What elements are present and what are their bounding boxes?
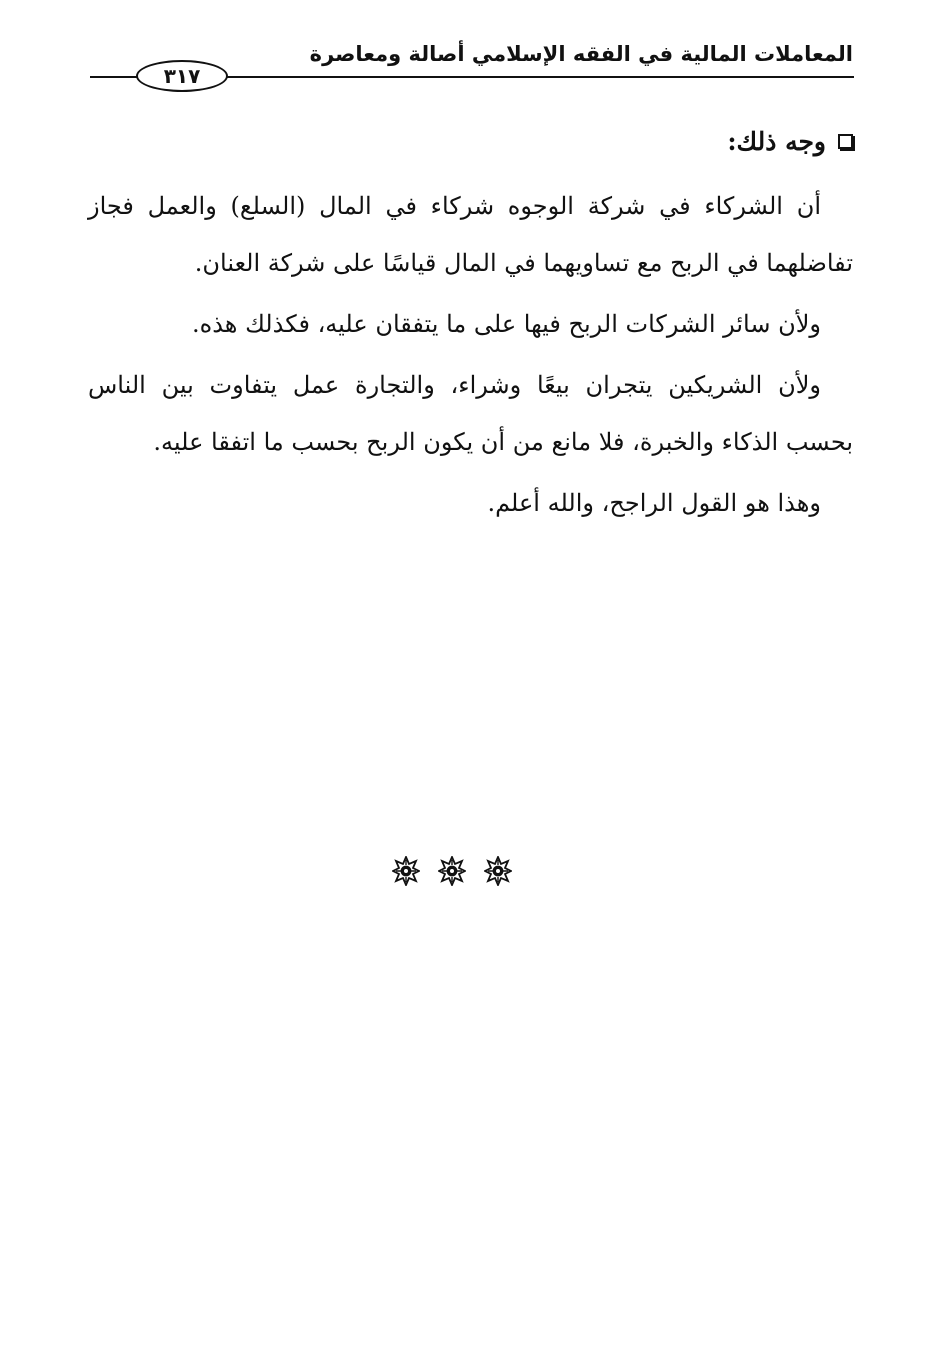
checkbox-square-icon [838,134,853,149]
page-number-badge [136,60,228,92]
paragraph-2: ولأن سائر الشركات الربح فيها على ما يتفقان عليه، فكذلك هذه. [191,310,821,338]
page-number: ٣١٧ [163,64,201,88]
flower-ornament-icon [438,856,466,886]
flower-ornament-icon [484,856,512,886]
paragraph-4: وهذا هو القول الراجح، والله أعلم. [487,489,821,517]
section-end-ornaments [392,854,512,888]
paragraph-3: ولأن الشريكين يتجران بيعًا وشراء، والتجارة عمل يتفاوت بين الناس بحسب الذكاء والخبرة، فلا مانع من أن يكون الربح بحسب ما اتفقا عليه. [88,371,853,456]
flower-ornament-icon [392,856,420,886]
paragraph-1: أن الشركاء في شركة الوجوه شركاء في المال (السلع) والعمل فجاز تفاضلهما في الربح مع تساويهما في المال قياسًا على شركة العنان. [88,192,853,277]
running-title: المعاملات المالية في الفقه الإسلامي أصالة ومعاصرة [309,42,853,66]
section-heading-text: وجه ذلك: [727,127,826,156]
body-text [88,178,853,532]
section-heading [727,122,853,162]
